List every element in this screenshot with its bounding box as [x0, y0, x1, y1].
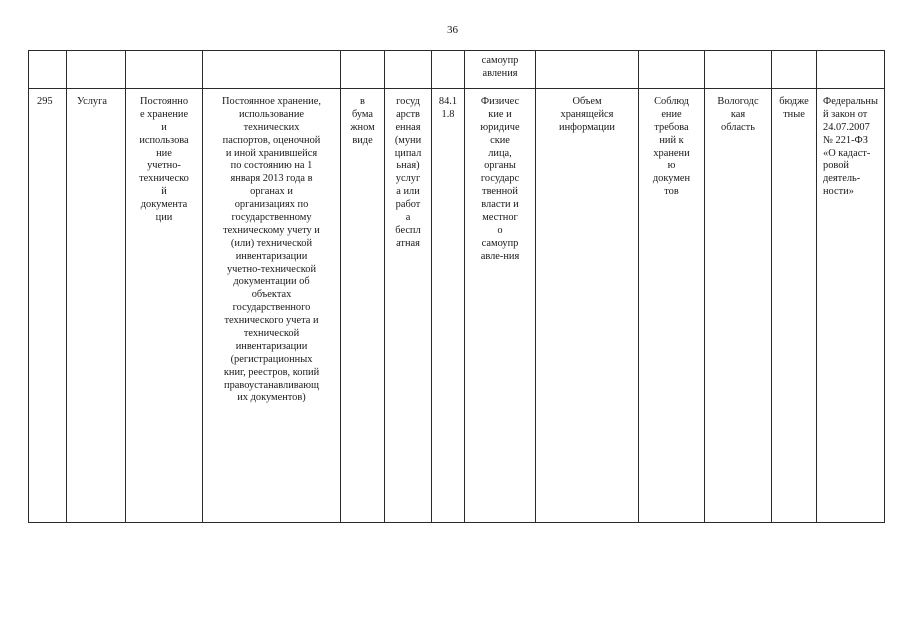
- cont-cell-number: [29, 51, 67, 89]
- record-code: 84.1 1.8: [432, 89, 465, 523]
- continuation-row: [29, 51, 885, 89]
- cont-cell-region: [705, 51, 772, 89]
- record-recipients: Физичес кие и юридиче ские лица, органы государс твенной власти и местног о самоупр авле-ния: [465, 89, 536, 523]
- cont-cell-full-name: [203, 51, 341, 89]
- cont-cell-indicator: [536, 51, 639, 89]
- cont-cell-legal-basis: [817, 51, 885, 89]
- record-region: Вологодс кая область: [705, 89, 772, 523]
- record-short-name: Постоянно е хранение и использова ние учетно- техническо й документа ции: [126, 89, 203, 523]
- record-legal-basis: Федеральны й закон от 24.07.2007 № 221-ФЗ «О кадаст- ровой деятель- ности»: [817, 89, 885, 523]
- cont-cell-budget: [772, 51, 817, 89]
- record-budget: бюдже тные: [772, 89, 817, 523]
- record-number: 295: [29, 89, 67, 523]
- record-full-name: Постоянное хранение, использование технических паспортов, оценочной и иной хранившейся по состоянию на 1 января 2013 года в органах и организациях по государственному техническому учету и (или) технической инвентаризации учетно-технической документации об объектах государственного технического учета и технической инвентаризации (регистрационных книг, реестров, копий правоустанавливающ их документов): [203, 89, 341, 523]
- record-type: Услуга: [67, 89, 126, 523]
- cont-cell-code: [432, 51, 465, 89]
- page-number: 36: [447, 24, 458, 36]
- record-payment: госуд арств енная (муни ципал ьная) услуг а или работ а беспл атная: [385, 89, 432, 523]
- cont-cell-payment: [385, 51, 432, 89]
- record-quality: Соблюд ение требова ний к хранени ю докумен тов: [639, 89, 705, 523]
- table-row: [29, 89, 885, 523]
- registry-table: [28, 50, 885, 523]
- cont-cell-short-name: [126, 51, 203, 89]
- record-form: в бума жном виде: [341, 89, 385, 523]
- cont-cell-recipients: самоупр авления: [465, 51, 536, 89]
- cont-cell-type: [67, 51, 126, 89]
- cont-cell-form: [341, 51, 385, 89]
- cont-cell-quality: [639, 51, 705, 89]
- record-indicator: Объем хранящейся информации: [536, 89, 639, 523]
